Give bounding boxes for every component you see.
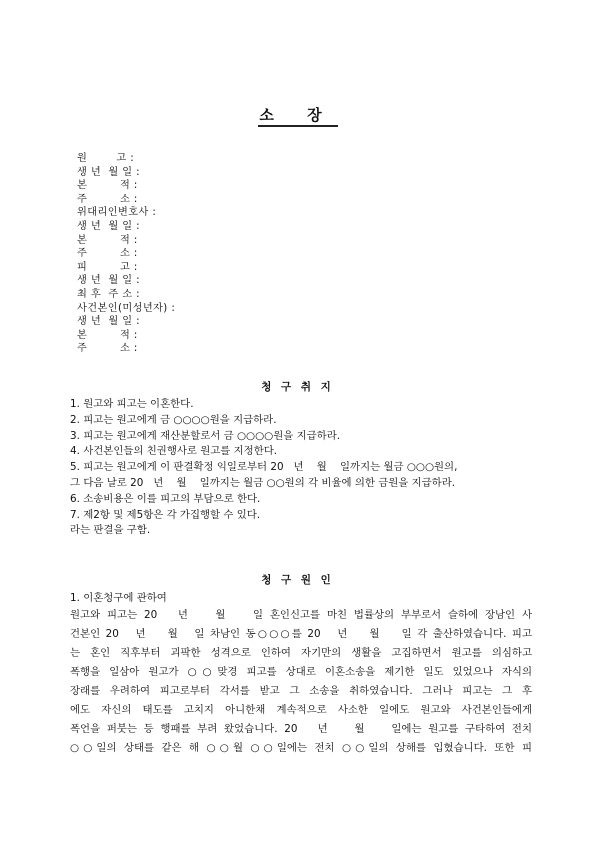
party-label: 생 년 월 일 : (77, 316, 140, 328)
claim-line: 2. 피고는 원고에게 금 ○○○○원을 지급하라. (70, 413, 277, 426)
party-row (77, 315, 497, 329)
party-row (77, 288, 497, 302)
party-row (77, 220, 497, 234)
claim-line: 그 다음 날로 20 년 월 일까지는 월금 ○○원의 각 비율에 의한 금원을 지급하라. (70, 476, 456, 489)
party-label: 주 소 : (77, 248, 138, 260)
claim-line: 1. 원고와 피고는 이혼한다. (70, 398, 194, 410)
party-row (77, 206, 497, 220)
cause-line: 장래를 우려하여 피고로부터 각서를 받고 그 소송을 취하였습니다. 그러나 피고는 그 후 (70, 685, 532, 697)
cause-line: 폭언을 퍼붓는 등 행패를 부려 왔었습니다. 20 년 월 일에는 원고를 구타하여 전치 (70, 723, 532, 735)
party-label: 생 년 월 일 : (77, 220, 140, 232)
claim-line: 4. 사건본인들의 친권행사로 원고를 지정한다. (70, 445, 278, 458)
party-label: 주 소 : (77, 193, 138, 205)
title-underline (258, 125, 338, 127)
party-row (77, 193, 497, 207)
party-row (77, 342, 497, 356)
party-label: 위대리인변호사 : (77, 207, 157, 219)
party-row (77, 261, 497, 275)
cause-line: 원고와 피고는 20 년 월 일 혼인신고를 마친 법률상의 부부로서 슬하에 장남인 사 (70, 609, 532, 621)
party-label: 주 소 : (77, 343, 138, 355)
cause-line: 에도 자신의 태도를 고치지 아니한채 계속적으로 사소한 일에도 원고와 사건본인들에게 (70, 704, 532, 716)
document-title: 소 장 (259, 106, 336, 124)
claim-line: 6. 소송비용은 이를 피고의 부담으로 한다. (70, 492, 261, 505)
causes-body (70, 590, 532, 758)
claim-line: 5. 피고는 원고에게 이 판결확정 익일로부터 20 년 월 일까지는 월금 ○○○원의, (70, 461, 458, 474)
claims-heading: 청 구 취 지 (261, 381, 334, 393)
causes-heading: 청 구 원 인 (261, 574, 334, 586)
party-label: 생 년 월 일 : (77, 166, 140, 178)
party-label: 본 적 : (77, 329, 138, 341)
cause-line: 폭행을 일삼아 원고가 ○○맞경 피고를 상대로 이혼소송을 제기한 일도 있었으나 자식의 (70, 666, 532, 678)
party-row (77, 234, 497, 248)
party-row (77, 166, 497, 180)
party-row (77, 329, 497, 343)
claims-list (70, 397, 530, 539)
party-row (77, 302, 497, 316)
party-row (77, 247, 497, 261)
claim-line: 라는 판결을 구함. (70, 524, 151, 537)
party-row (77, 274, 497, 288)
party-label: 사건본인(미성년자) : (77, 302, 176, 314)
cause-line: 는 혼인 직후부터 괴팍한 성격으로 인하여 자기만의 생활을 고집하면서 원고를 의심하고 (70, 647, 532, 659)
party-label: 피 고 : (77, 261, 138, 273)
party-row (77, 152, 497, 166)
party-row (77, 179, 497, 193)
party-list (77, 152, 497, 356)
claim-line: 7. 제2항 및 제5항은 각 가집행할 수 있다. (70, 508, 261, 521)
party-label: 본 적 : (77, 234, 138, 246)
cause-line: 건본인 20 년 월 일 차남인 동○○○를 20 년 월 일 각 출산하였습니다. 피고 (70, 628, 532, 640)
claim-line: 3. 피고는 원고에게 재산분할로서 금 ○○○○원을 지급하라. (70, 429, 341, 442)
cause-subheading: 1. 이혼청구에 관하여 (70, 592, 167, 604)
party-label: 생 년 월 일 : (77, 275, 140, 287)
party-label: 최 후 주 소 : (77, 288, 140, 300)
party-label: 본 적 : (77, 180, 138, 192)
party-label: 원 고 : (77, 153, 135, 164)
cause-line: ○○일의 상태를 같은 해 ○○월 ○○일에는 전치 ○○일의 상해를 입혔습니다. 또한 피 (70, 742, 532, 754)
